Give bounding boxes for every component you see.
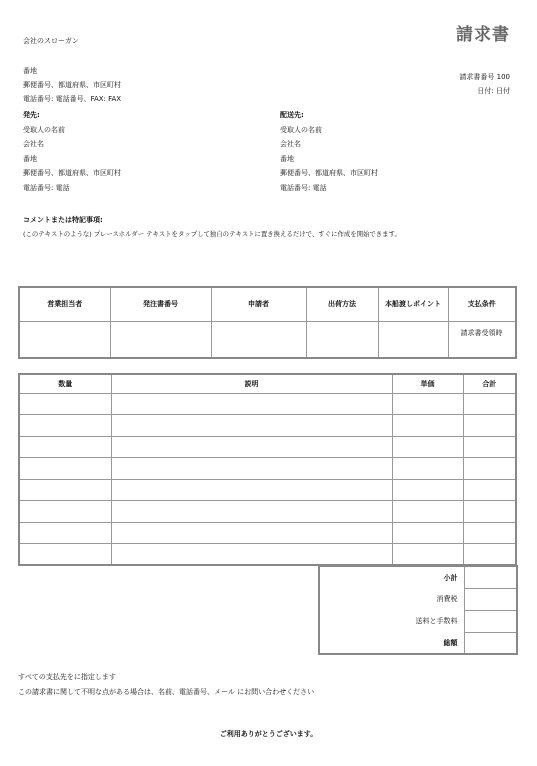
cell-quantity[interactable] bbox=[19, 501, 111, 523]
table-row bbox=[19, 458, 516, 480]
cell-line-total[interactable] bbox=[463, 479, 516, 501]
cell-line-total[interactable] bbox=[463, 415, 516, 437]
totals-table bbox=[318, 565, 518, 655]
header-fob-point: 本船渡しポイント bbox=[378, 287, 448, 321]
total-value[interactable] bbox=[464, 632, 517, 654]
cell-quantity[interactable] bbox=[19, 415, 111, 437]
cell-payment-terms[interactable]: 請求書受領時 bbox=[448, 321, 516, 358]
shipping-value[interactable] bbox=[464, 610, 517, 632]
cell-unit-price[interactable] bbox=[392, 436, 463, 458]
cell-quantity[interactable] bbox=[19, 458, 111, 480]
cell-description[interactable] bbox=[111, 393, 392, 415]
cell-description[interactable] bbox=[111, 479, 392, 501]
tax-label: 消費税 bbox=[319, 588, 464, 610]
table-row bbox=[19, 522, 516, 544]
comments-block bbox=[23, 213, 518, 241]
table-row bbox=[19, 393, 516, 415]
table-row bbox=[19, 501, 516, 523]
bill-to-line: 受取人の名前 bbox=[23, 125, 65, 134]
bill-to-line: 番地 bbox=[23, 154, 37, 163]
cell-salesperson[interactable] bbox=[19, 321, 110, 358]
company-slogan: 会社のスローガン bbox=[23, 37, 79, 45]
cell-unit-price[interactable] bbox=[392, 501, 463, 523]
cell-po-number[interactable] bbox=[110, 321, 211, 358]
header-po-number: 発注書番号 bbox=[110, 287, 211, 321]
cell-unit-price[interactable] bbox=[392, 415, 463, 437]
table-row bbox=[19, 436, 516, 458]
cell-ship-method[interactable] bbox=[306, 321, 378, 358]
cell-quantity[interactable] bbox=[19, 436, 111, 458]
header-ship-method: 出荷方法 bbox=[306, 287, 378, 321]
cell-quantity[interactable] bbox=[19, 544, 111, 566]
cell-description[interactable] bbox=[111, 458, 392, 480]
table-row bbox=[19, 415, 516, 437]
ship-to-line: 会社名 bbox=[280, 140, 301, 148]
tax-value[interactable] bbox=[464, 588, 517, 610]
cell-requester[interactable] bbox=[211, 321, 306, 358]
company-address bbox=[23, 64, 121, 106]
cell-unit-price[interactable] bbox=[392, 479, 463, 501]
header-unit-price: 単価 bbox=[392, 374, 463, 393]
comments-text[interactable]: (このテキストのような) プレースホルダー テキストをタップして独自のテキストに置き換えるだけで、すぐに作成を開始できます。 bbox=[23, 230, 401, 238]
cell-quantity[interactable] bbox=[19, 393, 111, 415]
bill-to-line: 会社名 bbox=[23, 140, 44, 148]
contact-note: この請求書に関して不明な点がある場合は、名前、電話番号、メール にお問い合わせください bbox=[18, 688, 315, 696]
cell-line-total[interactable] bbox=[463, 544, 516, 566]
comments-heading: コメントまたは特記事項: bbox=[23, 216, 103, 224]
cell-description[interactable] bbox=[111, 436, 392, 458]
table-row bbox=[19, 544, 516, 566]
address-street: 番地 bbox=[23, 67, 37, 75]
cell-line-total[interactable] bbox=[463, 458, 516, 480]
cell-unit-price[interactable] bbox=[392, 544, 463, 566]
header-requester: 申請者 bbox=[211, 287, 306, 321]
subtotal-label: 小計 bbox=[319, 566, 464, 588]
subtotal-value[interactable] bbox=[464, 566, 517, 588]
ship-to-line: 郵便番号、都道府県、市区町村 bbox=[280, 169, 378, 177]
footer-notes bbox=[18, 670, 314, 700]
cell-unit-price[interactable] bbox=[392, 522, 463, 544]
header-line-total: 合計 bbox=[463, 374, 516, 393]
cell-line-total[interactable] bbox=[463, 501, 516, 523]
address-phone: 電話番号: 電話番号、FAX: FAX bbox=[23, 95, 122, 103]
shipping-label: 送料と手数料 bbox=[319, 610, 464, 632]
ship-to-line: 番地 bbox=[280, 154, 294, 163]
header-description: 説明 bbox=[111, 374, 392, 393]
cell-description[interactable] bbox=[111, 544, 392, 566]
cell-unit-price[interactable] bbox=[392, 458, 463, 480]
invoice-date: 日付: 日付 bbox=[477, 87, 510, 95]
invoice-number: 請求書番号 100 bbox=[459, 73, 510, 81]
header-salesperson: 営業担当者 bbox=[19, 287, 110, 321]
cell-line-total[interactable] bbox=[463, 436, 516, 458]
total-label: 総額 bbox=[319, 632, 464, 654]
header-payment-terms: 支払条件 bbox=[448, 287, 516, 321]
cell-fob-point[interactable] bbox=[378, 321, 448, 358]
cell-quantity[interactable] bbox=[19, 522, 111, 544]
ship-to-block bbox=[280, 108, 378, 195]
table-row bbox=[19, 479, 516, 501]
page-title: 請求書 bbox=[456, 25, 510, 45]
bill-to-line: 郵便番号、都道府県、市区町村 bbox=[23, 169, 121, 177]
line-items-table bbox=[18, 373, 517, 566]
header-quantity: 数量 bbox=[19, 374, 111, 393]
bill-to-heading: 発先: bbox=[23, 111, 40, 119]
cell-description[interactable] bbox=[111, 522, 392, 544]
ship-to-heading: 配送先: bbox=[280, 111, 304, 119]
cell-quantity[interactable] bbox=[19, 479, 111, 501]
ship-to-line: 電話番号: 電話 bbox=[280, 183, 327, 192]
cell-description[interactable] bbox=[111, 501, 392, 523]
cell-description[interactable] bbox=[111, 415, 392, 437]
ship-to-line: 受取人の名前 bbox=[280, 125, 322, 134]
address-city: 郵便番号、都道府県、市区町村 bbox=[23, 81, 121, 89]
order-info-table bbox=[18, 286, 517, 359]
cell-line-total[interactable] bbox=[463, 393, 516, 415]
payee-note: すべての支払先をに指定します bbox=[18, 673, 116, 681]
cell-unit-price[interactable] bbox=[392, 393, 463, 415]
thank-you-message: ご利用ありがとうございます。 bbox=[219, 730, 318, 738]
bill-to-line: 電話番号: 電話 bbox=[23, 183, 70, 192]
invoice-meta bbox=[459, 70, 510, 98]
bill-to-block bbox=[23, 108, 121, 195]
cell-line-total[interactable] bbox=[463, 522, 516, 544]
